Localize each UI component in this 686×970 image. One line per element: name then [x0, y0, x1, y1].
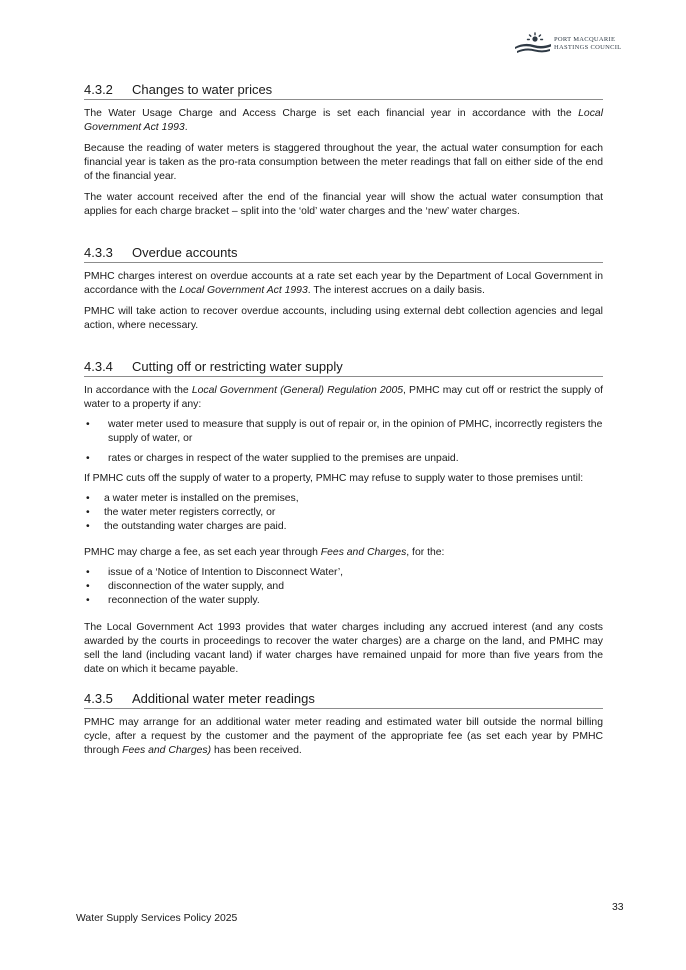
- list-item-text: a water meter is installed on the premises,: [104, 493, 299, 504]
- list-item-text: the water meter registers correctly, or: [104, 507, 276, 518]
- section-4-3-3: [84, 245, 603, 333]
- paragraph: Because the reading of water meters is staggered throughout the year, the actual water consumption for each financial year is taken as the pro-rata consumption between the meter readings that fall on either side of the end of the financial year.: [84, 143, 603, 182]
- list-item: • the water meter registers correctly, or: [86, 507, 276, 518]
- section-title: Overdue accounts: [132, 245, 238, 260]
- fees-and-charges-ref: Fees and Charges): [122, 745, 212, 756]
- list-item: • reconnection of the water supply.: [86, 595, 260, 606]
- text: has been received.: [211, 745, 302, 756]
- bullet-list: [84, 566, 603, 608]
- section-4-3-4: [84, 359, 603, 677]
- section-heading: [84, 359, 603, 377]
- text: In accordance with the: [84, 385, 192, 396]
- paragraph: [84, 107, 603, 135]
- fees-and-charges-ref: Fees and Charges: [320, 547, 407, 558]
- list-item-text: water meter used to measure that supply is out of repair or, in the opinion of PMHC, incorrectly registers the supply of water, or: [108, 419, 603, 444]
- section-title: Changes to water prices: [132, 82, 273, 97]
- bullet-list: [84, 492, 603, 534]
- text: PMHC may charge a fee, as set each year through: [84, 547, 321, 558]
- text: , PMHC may cut off or restrict the supply of water to a property if any:: [84, 385, 604, 410]
- section-number: 4.3.2: [84, 82, 113, 97]
- list-item-text: issue of a ‘Notice of Intention to Disconnect Water’,: [108, 567, 344, 578]
- paragraph: [84, 546, 603, 560]
- act-name: Local Government Act 1993: [179, 285, 308, 296]
- paragraph: The water account received after the end of the financial year will show the actual water consumption that applies for each charge bracket – split into the ‘old’ water charges and the ‘new’ water charges.: [84, 192, 603, 217]
- regulation-name: Local Government (General) Regulation 2005: [191, 385, 404, 396]
- list-item-text: the outstanding water charges are paid.: [104, 521, 287, 532]
- list-item: • rates or charges in respect of the water supplied to the premises are unpaid.: [86, 453, 459, 464]
- paragraph: [84, 384, 603, 412]
- list-item-text: reconnection of the water supply.: [108, 595, 260, 606]
- document-title: Water Supply Services Policy 2025: [76, 913, 238, 924]
- council-logo: [514, 32, 630, 58]
- text: PMHC may arrange for an additional water meter reading and estimated water bill outside the normal billing cycle, after a request by the customer and the payment of the appropriate fee (as set each year by PMHC through: [84, 717, 603, 756]
- section-title: Additional water meter readings: [132, 691, 315, 706]
- council-name: [554, 36, 621, 52]
- act-name: Local Government Act 1993: [84, 108, 603, 133]
- paragraph: The Local Government Act 1993 provides that water charges including any accrued interest (and any costs awarded by the courts in proceedings to recover the water charges) are a charge on the land, and PMHC may sell the land (including vacant land) if water charges have remained unpaid for more than five years from the date on which it became payable.: [84, 622, 603, 675]
- paragraph: [84, 716, 603, 758]
- section-number: 4.3.3: [84, 245, 113, 260]
- paragraph: PMHC will take action to recover overdue accounts, including using external debt collection agencies and legal action, where necessary.: [84, 306, 603, 331]
- list-item: • disconnection of the water supply, and: [86, 581, 284, 592]
- text: . The interest accrues on a daily basis.: [307, 285, 485, 296]
- text: PMHC charges interest on overdue accounts at a rate set each year by the Department of Local Government in accordance with the: [84, 271, 603, 296]
- page-number: 33: [612, 902, 624, 913]
- list-item: • the outstanding water charges are paid.: [86, 521, 287, 532]
- list-item-text: rates or charges in respect of the water supplied to the premises are unpaid.: [108, 453, 459, 464]
- bullet-list: [84, 418, 603, 466]
- list-item: • issue of a ‘Notice of Intention to Disconnect Water’,: [86, 567, 344, 578]
- paragraph: If PMHC cuts off the supply of water to a property, PMHC may refuse to supply water to those premises until:: [84, 473, 584, 484]
- section-4-3-2: [84, 82, 603, 219]
- text: , for the:: [406, 547, 445, 558]
- section-title: Cutting off or restricting water supply: [132, 359, 343, 374]
- list-item: • a water meter is installed on the premises,: [86, 493, 299, 504]
- list-item-text: disconnection of the water supply, and: [108, 581, 284, 592]
- paragraph: [84, 270, 603, 298]
- section-heading: [84, 691, 603, 709]
- council-logo-icon: [514, 32, 552, 56]
- text: .: [184, 122, 188, 133]
- logo-line-2: HASTINGS COUNCIL: [554, 44, 622, 51]
- logo-line-1: PORT MACQUARIE: [554, 36, 616, 43]
- section-heading: [84, 245, 603, 263]
- list-item: • water meter used to measure that supply is out of repair or, in the opinion of PMHC, incorrectly registers the supply of water, or: [86, 419, 603, 444]
- section-number: 4.3.5: [84, 691, 113, 706]
- section-4-3-5: [84, 691, 603, 758]
- page-content: [84, 82, 603, 758]
- section-number: 4.3.4: [84, 359, 113, 374]
- text: The Water Usage Charge and Access Charge is set each financial year in accordance with the: [84, 108, 579, 119]
- section-heading: [84, 82, 603, 100]
